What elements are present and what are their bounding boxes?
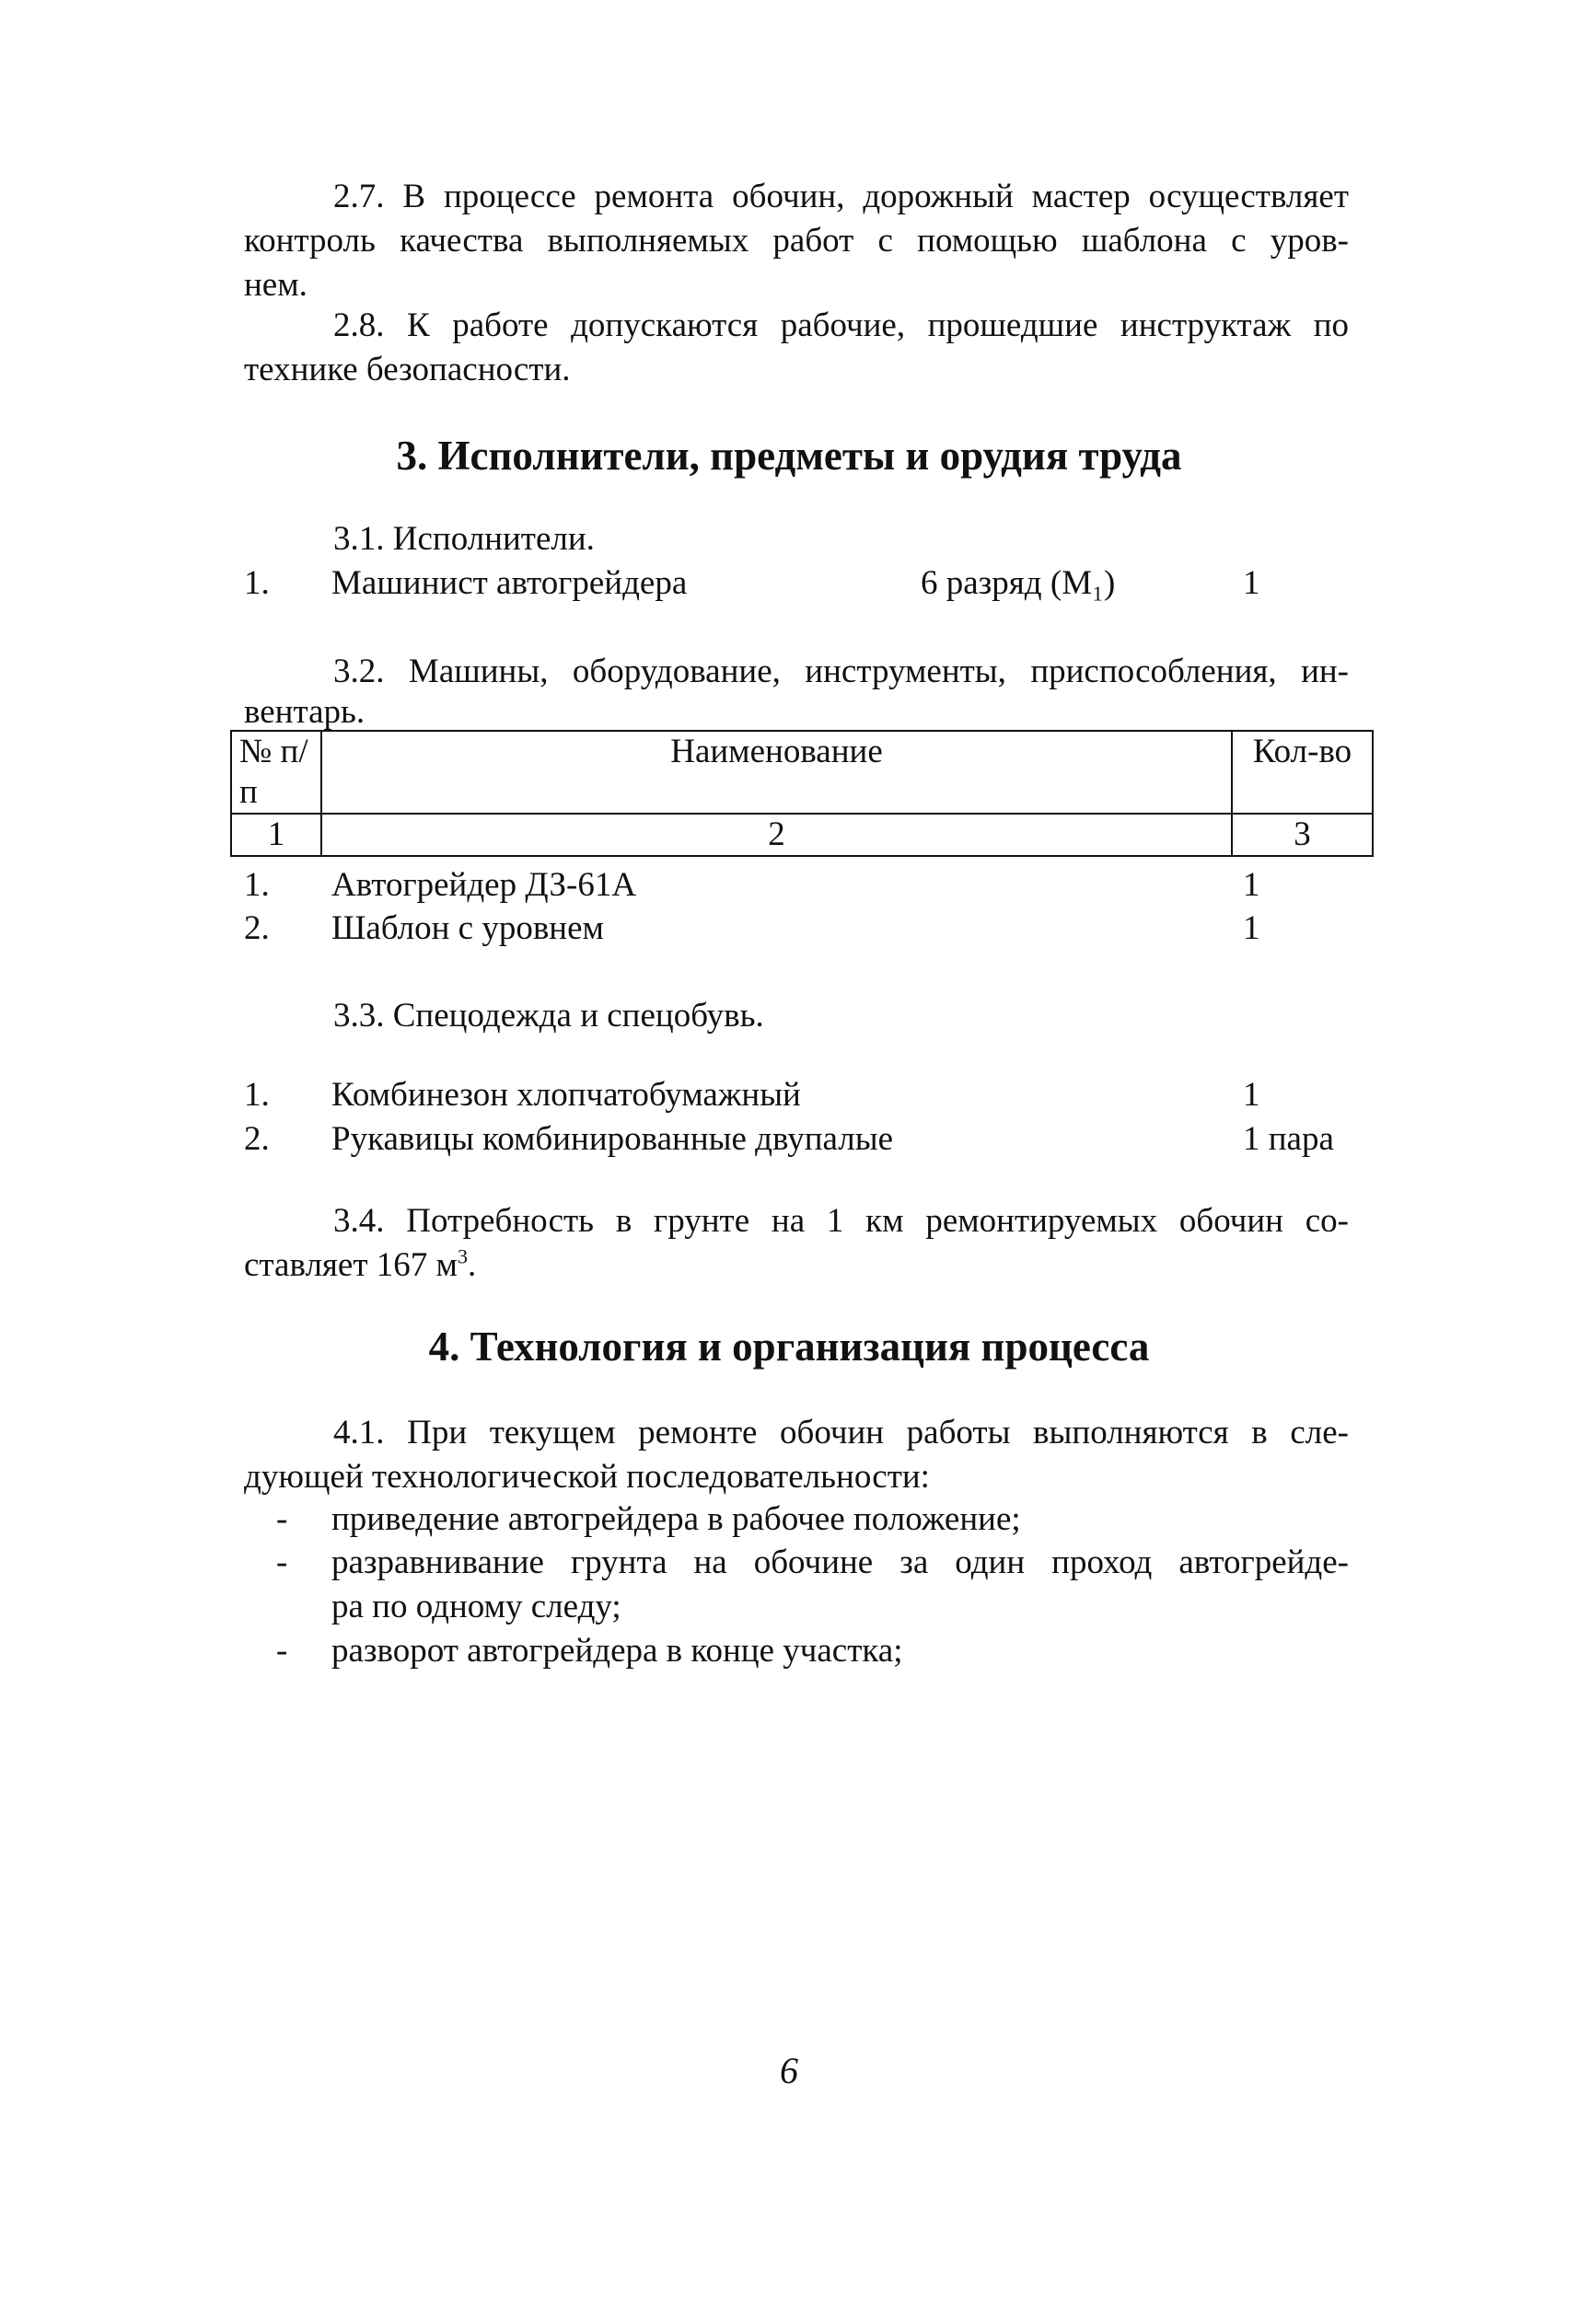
row-name: Шаблон с уровнем xyxy=(331,909,604,947)
subsection-3-3-heading xyxy=(244,994,1349,1038)
row-number: 2. xyxy=(244,1120,270,1158)
dash-bullet: - xyxy=(276,1500,288,1538)
dash-bullet: - xyxy=(276,1632,288,1670)
subsection-heading-text: 3.1. Исполнители. xyxy=(333,520,595,558)
paragraph-line: 4.1. При текущем ремонте обочин работы выполняются в сле- xyxy=(333,1414,1349,1451)
row-quantity: 1 xyxy=(1243,909,1260,947)
text-fragment: ставляет 167 м xyxy=(244,1246,458,1284)
paragraph-2-8 xyxy=(244,304,1349,392)
row-quantity: 1 пара xyxy=(1243,1120,1334,1158)
paragraph-line: контроль качества выполняемых работ с помощью шаблона с уров- xyxy=(244,222,1349,260)
paragraph-line: технике безопасности. xyxy=(244,351,571,388)
header-cell-number: № п/п xyxy=(231,731,321,814)
column-number-cell: 3 xyxy=(1232,814,1373,856)
row-number: 1. xyxy=(244,866,270,904)
subsection-3-2 xyxy=(244,650,1349,731)
subsection-3-4 xyxy=(244,1199,1349,1288)
section-4-heading: 4. Технология и организация процесса xyxy=(428,1324,1150,1370)
column-number-cell: 1 xyxy=(231,814,321,856)
row-number: 2. xyxy=(244,909,270,947)
list-item xyxy=(244,863,1349,908)
section-3-heading: 3. Исполнители, предметы и орудия труда xyxy=(396,433,1182,479)
row-name: Автогрейдер ДЗ-61А xyxy=(331,866,637,904)
list-item-text: разравнивание грунта на обочине за один проход автогрейде- xyxy=(331,1544,1349,1581)
list-item xyxy=(244,1117,1349,1162)
row-name: Рукавицы комбинированные двупалые xyxy=(331,1120,893,1158)
page-number: 6 xyxy=(780,2050,798,2091)
row-grade: 6 разряд (М₁) xyxy=(921,564,1116,602)
list-item-text: приведение автогрейдера в рабочее положение; xyxy=(331,1500,1021,1538)
paragraph-line: 3.4. Потребность в грунте на 1 км ремонтируемых обочин со- xyxy=(333,1202,1349,1240)
list-item xyxy=(244,1073,1349,1117)
subsection-heading-text: 3.3. Спецодежда и спецобувь. xyxy=(333,997,764,1035)
table-column-number-row xyxy=(231,814,1373,856)
paragraph-line: 3.2. Машины, оборудование, инструменты, приспособления, ин- xyxy=(333,653,1349,690)
list-item xyxy=(276,1497,1349,1542)
paragraph-line: вентарь. xyxy=(244,693,365,731)
list-item xyxy=(276,1541,1349,1629)
row-quantity: 1 xyxy=(1243,1076,1260,1114)
row-number: 1. xyxy=(244,1076,270,1114)
row-number: 1. xyxy=(244,564,270,602)
paragraph-line xyxy=(244,1243,1349,1288)
subsection-4-1 xyxy=(244,1411,1349,1499)
subsection-3-1-heading xyxy=(244,517,1349,561)
row-name: Комбинезон хлопчатобумажный xyxy=(331,1076,801,1114)
header-cell-quantity: Кол-во xyxy=(1232,731,1373,814)
superscript: 3 xyxy=(457,1244,468,1268)
paragraph-line: нем. xyxy=(244,266,307,304)
table-header-row xyxy=(231,731,1373,814)
paragraph-line: дующей технологической последовательности: xyxy=(244,1458,930,1496)
equipment-table xyxy=(230,730,1374,857)
row-name: Машинист автогрейдера xyxy=(331,564,688,602)
list-item-text: разворот автогрейдера в конце участка; xyxy=(331,1632,903,1670)
row-quantity: 1 xyxy=(1243,866,1260,904)
row-quantity: 1 xyxy=(1243,564,1260,602)
dash-bullet: - xyxy=(276,1544,288,1581)
list-item xyxy=(244,907,1349,951)
paragraph-line: 2.7. В процессе ремонта обочин, дорожный мастер осуществляет xyxy=(333,178,1349,215)
performer-row xyxy=(244,561,1349,606)
list-item xyxy=(276,1629,1349,1673)
text-fragment: . xyxy=(467,1246,477,1284)
paragraph-line: 2.8. К работе допускаются рабочие, прошедшие инструктаж по xyxy=(333,306,1349,344)
paragraph-2-7 xyxy=(244,175,1349,307)
header-cell-name: Наименование xyxy=(321,731,1232,814)
list-item-text: ра по одному следу; xyxy=(331,1588,621,1625)
column-number-cell: 2 xyxy=(321,814,1232,856)
